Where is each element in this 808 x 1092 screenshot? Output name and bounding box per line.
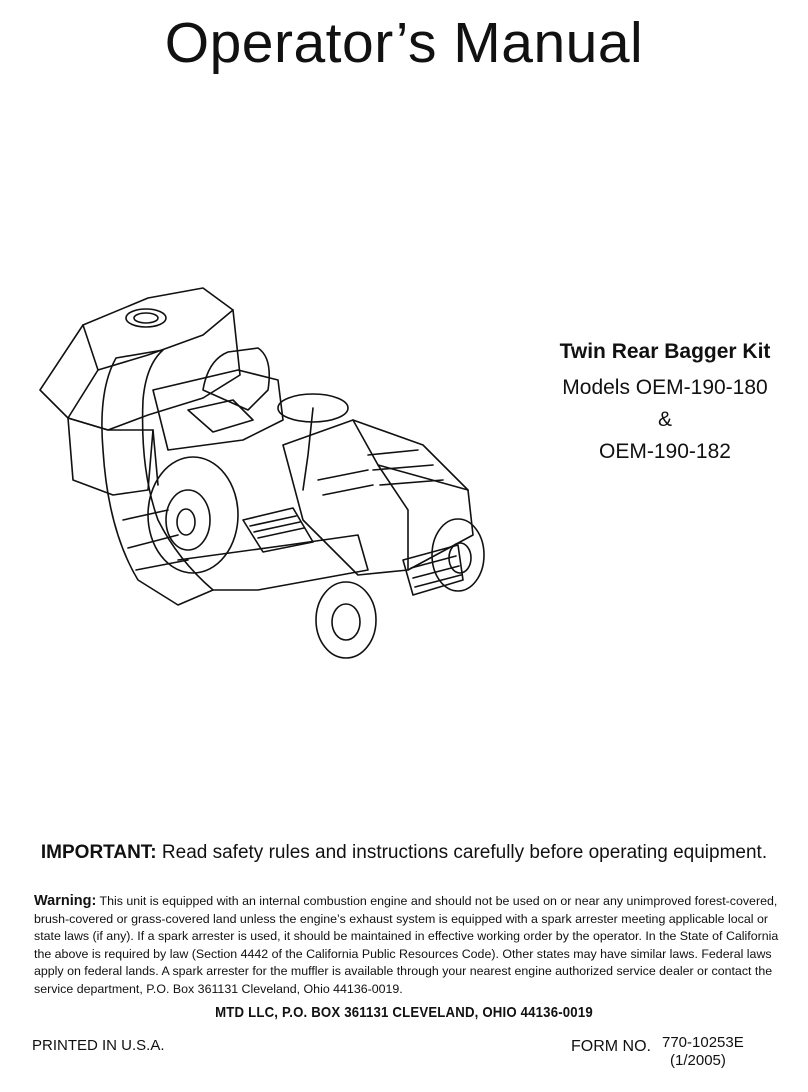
page-title: Operator’s Manual — [164, 11, 644, 75]
product-info — [520, 340, 808, 468]
company-address: MTD LLC, P.O. BOX 361131 CLEVELAND, OHIO 44136-0019 — [215, 1004, 593, 1021]
hood-opening — [126, 309, 166, 327]
form-number-block — [662, 1034, 744, 1070]
footrest — [243, 508, 313, 552]
seat — [203, 348, 269, 410]
important-notice — [0, 842, 808, 864]
front-wheel-right — [432, 519, 484, 591]
models-line: Models OEM-190-180 — [562, 376, 768, 399]
model-second: OEM-190-182 — [599, 440, 731, 463]
warning-text: This unit is equipped with an internal combustion engine and should not be used on or near any unimproved forest-covered, brush-covered or grass-covered land unless the engine’s exhaust system is equipped with a spark arrester meeting applicable local or state laws (if any). If a spark arrester is used, it should be maintained in effective working order by the operator. In the State of California the above is required by law (Section 4442 of the California Public Resources Code). Other states may have similar laws. Federal laws apply on federal lands. A spark arrester for the muffler is available through your nearest engine authorized service dealer or contact the service department, P.O. Box 361131 Cleveland, Ohio 44136-0019. — [34, 894, 779, 996]
engine-hood — [283, 420, 473, 575]
warning-paragraph — [34, 893, 780, 999]
bag-body — [68, 418, 153, 495]
form-date: (1/2005) — [670, 1052, 726, 1069]
ampersand: & — [657, 408, 672, 431]
kit-name: Twin Rear Bagger Kit — [559, 340, 771, 363]
tractor-bagger-illustration — [28, 280, 518, 665]
form-number: 770-10253E — [662, 1034, 744, 1051]
form-label: FORM NO. — [571, 1038, 651, 1055]
warning-label: Warning: — [34, 893, 97, 909]
front-wheel-left — [316, 582, 376, 658]
important-text: Read safety rules and instructions carefully before operating equipment. — [156, 842, 768, 863]
printed-in: PRINTED IN U.S.A. — [32, 1037, 165, 1054]
important-label: IMPORTANT: — [40, 842, 157, 863]
